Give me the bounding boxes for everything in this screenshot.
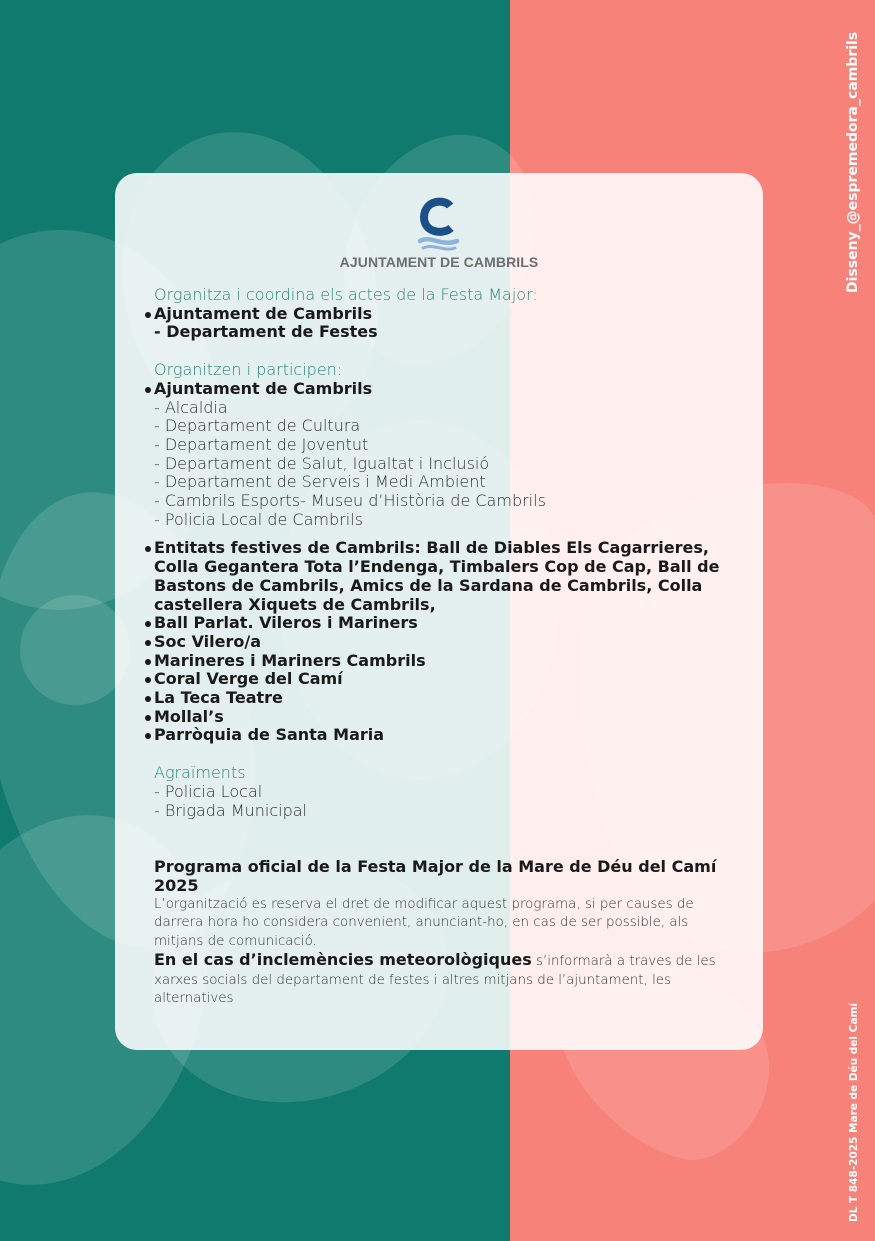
entitat-item: Mollal’s (154, 708, 729, 727)
programa-title: Programa oficial de la Festa Major de la Mare de Déu del Camí 2025 (154, 857, 717, 895)
entitat-item: La Teca Teatre (154, 689, 729, 708)
entitat-item: Entitats festives de Cambrils: Ball de Diables Els Cagarrieres, Colla Gegantera Tota l’Endenga, Timbalers Cop de Cap, Ball de Bastons de Cambrils, Amics de la Sardana de Cambrils, Colla castellera Xiquets de Cambrils, (154, 539, 729, 614)
organitza-title: Organitza i coordina els actes de la Festa Major: (154, 285, 538, 304)
cambrils-c-icon (417, 195, 461, 251)
entitat-item: Marineres i Mariners Cambrils (154, 652, 729, 671)
weather-bold: En el cas d’inclemències meteorològiques (154, 950, 532, 970)
list-item: - Policia Local (154, 781, 263, 801)
organitza-bullet: Ajuntament de Cambrils (154, 305, 729, 324)
organitzen-bullet: Ajuntament de Cambrils (154, 380, 729, 399)
agraiments-title: Agraïments (154, 763, 246, 783)
list-item: - Policia Local de Cambrils (154, 509, 363, 529)
programa-text: L’organització es reserva el dret de modificar aquest programa, si per causes de darrera hora ho considera convenient, anunciant-ho, en cas de ser possible, als mitjans de comunicació. (154, 896, 694, 949)
logo-name: AJUNTAMENT DE CAMBRILS (339, 254, 539, 270)
legal-deposit: DL T 848-2025 Mare de Déu del Camí (848, 1002, 860, 1222)
entitat-item: Soc Vilero/a (154, 633, 729, 652)
entitat-item: Ball Parlat. Vileros i Mariners (154, 614, 729, 633)
weather-text: s’informarà a traves de les xarxes socials del departament de festes i altres mitjans de l’ajuntament, les alternatives (154, 954, 716, 1007)
list-item: - Cambrils Esports- Museu d’Història de Cambrils (154, 491, 546, 511)
entitat-item: Parròquia de Santa Maria (154, 726, 729, 745)
list-item: - Departament de Serveis i Medi Ambient (154, 472, 486, 492)
list-item: - Departament de Salut, Igualtat i Inclusió (154, 453, 490, 473)
organitza-sub: - Departament de Festes (154, 322, 378, 342)
weather-paragraph (154, 951, 729, 1009)
list-item: - Departament de Joventut (154, 434, 369, 454)
cambrils-logo (115, 195, 763, 270)
list-item: - Departament de Cultura (154, 416, 361, 436)
info-card (115, 173, 763, 1050)
design-credit: Disseny_@espremedora_cambrils (845, 31, 861, 293)
card-content (154, 286, 729, 1009)
list-item: - Brigada Municipal (154, 800, 307, 820)
list-item: - Alcaldia (154, 397, 228, 417)
organitzen-title: Organitzen i participen: (154, 360, 343, 380)
entitat-item: Coral Verge del Camí (154, 670, 729, 689)
